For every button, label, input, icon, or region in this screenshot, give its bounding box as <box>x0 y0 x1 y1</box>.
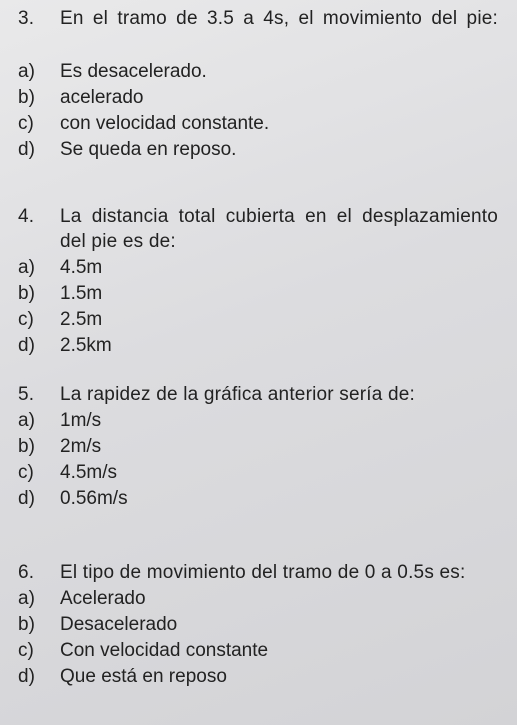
option-text: 4.5m <box>60 257 103 278</box>
question-text: La rapidez de la gráfica anterior sería de: <box>60 384 416 405</box>
option-letter: b) <box>18 283 35 304</box>
options-list <box>18 408 498 512</box>
option-d <box>18 137 498 163</box>
option-letter: b) <box>18 436 35 457</box>
option-text: 0.56m/s <box>60 488 128 509</box>
option-b <box>18 434 498 460</box>
option-c <box>18 307 498 333</box>
option-text: con velocidad constante. <box>60 113 270 134</box>
option-c <box>18 460 498 486</box>
option-a <box>18 255 498 281</box>
option-text: 2.5km <box>60 335 112 356</box>
option-b <box>18 612 498 638</box>
option-text: Con velocidad constante <box>60 640 269 661</box>
options-list <box>18 59 498 163</box>
question-6 <box>18 560 498 690</box>
question-stem <box>18 6 498 31</box>
option-a <box>18 59 498 85</box>
option-letter: a) <box>18 257 35 278</box>
option-text: Acelerado <box>60 588 146 609</box>
question-text: La distancia total cubierta en el desplazamiento del pie es de: <box>60 206 498 252</box>
question-text: El tipo de movimiento del tramo de 0 a 0.5s es: <box>60 562 466 583</box>
option-a <box>18 586 498 612</box>
option-text: 2.5m <box>60 309 103 330</box>
option-d <box>18 486 498 512</box>
option-b <box>18 281 498 307</box>
question-4 <box>18 204 498 359</box>
option-letter: d) <box>18 335 35 356</box>
question-number: 6. <box>18 562 35 583</box>
option-text: Es desacelerado. <box>60 61 207 82</box>
option-letter: d) <box>18 666 35 687</box>
option-letter: a) <box>18 61 35 82</box>
option-c <box>18 111 498 137</box>
option-letter: b) <box>18 87 35 108</box>
option-text: 2m/s <box>60 436 102 457</box>
option-text: Desacelerado <box>60 614 178 635</box>
question-stem <box>18 560 498 585</box>
option-text: Se queda en reposo. <box>60 139 237 160</box>
option-text: 4.5m/s <box>60 462 118 483</box>
option-c <box>18 638 498 664</box>
option-d <box>18 664 498 690</box>
option-letter: d) <box>18 139 35 160</box>
question-number: 4. <box>18 206 35 227</box>
option-letter: a) <box>18 410 35 431</box>
option-text: 1m/s <box>60 410 102 431</box>
question-text: En el tramo de 3.5 a 4s, el movimiento del pie: <box>60 8 498 29</box>
option-letter: c) <box>18 113 34 134</box>
option-letter: c) <box>18 462 34 483</box>
question-stem <box>18 382 498 407</box>
option-text: Que está en reposo <box>60 666 227 687</box>
option-letter: d) <box>18 488 35 509</box>
option-text: acelerado <box>60 87 144 108</box>
option-letter: a) <box>18 588 35 609</box>
option-letter: b) <box>18 614 35 635</box>
option-d <box>18 333 498 359</box>
question-number: 3. <box>18 8 35 29</box>
question-stem <box>18 204 498 254</box>
option-text: 1.5m <box>60 283 103 304</box>
options-list <box>18 586 498 690</box>
question-5 <box>18 382 498 512</box>
question-3 <box>18 6 498 163</box>
options-list <box>18 255 498 359</box>
option-letter: c) <box>18 309 34 330</box>
option-letter: c) <box>18 640 34 661</box>
option-b <box>18 85 498 111</box>
option-a <box>18 408 498 434</box>
question-number: 5. <box>18 384 35 405</box>
